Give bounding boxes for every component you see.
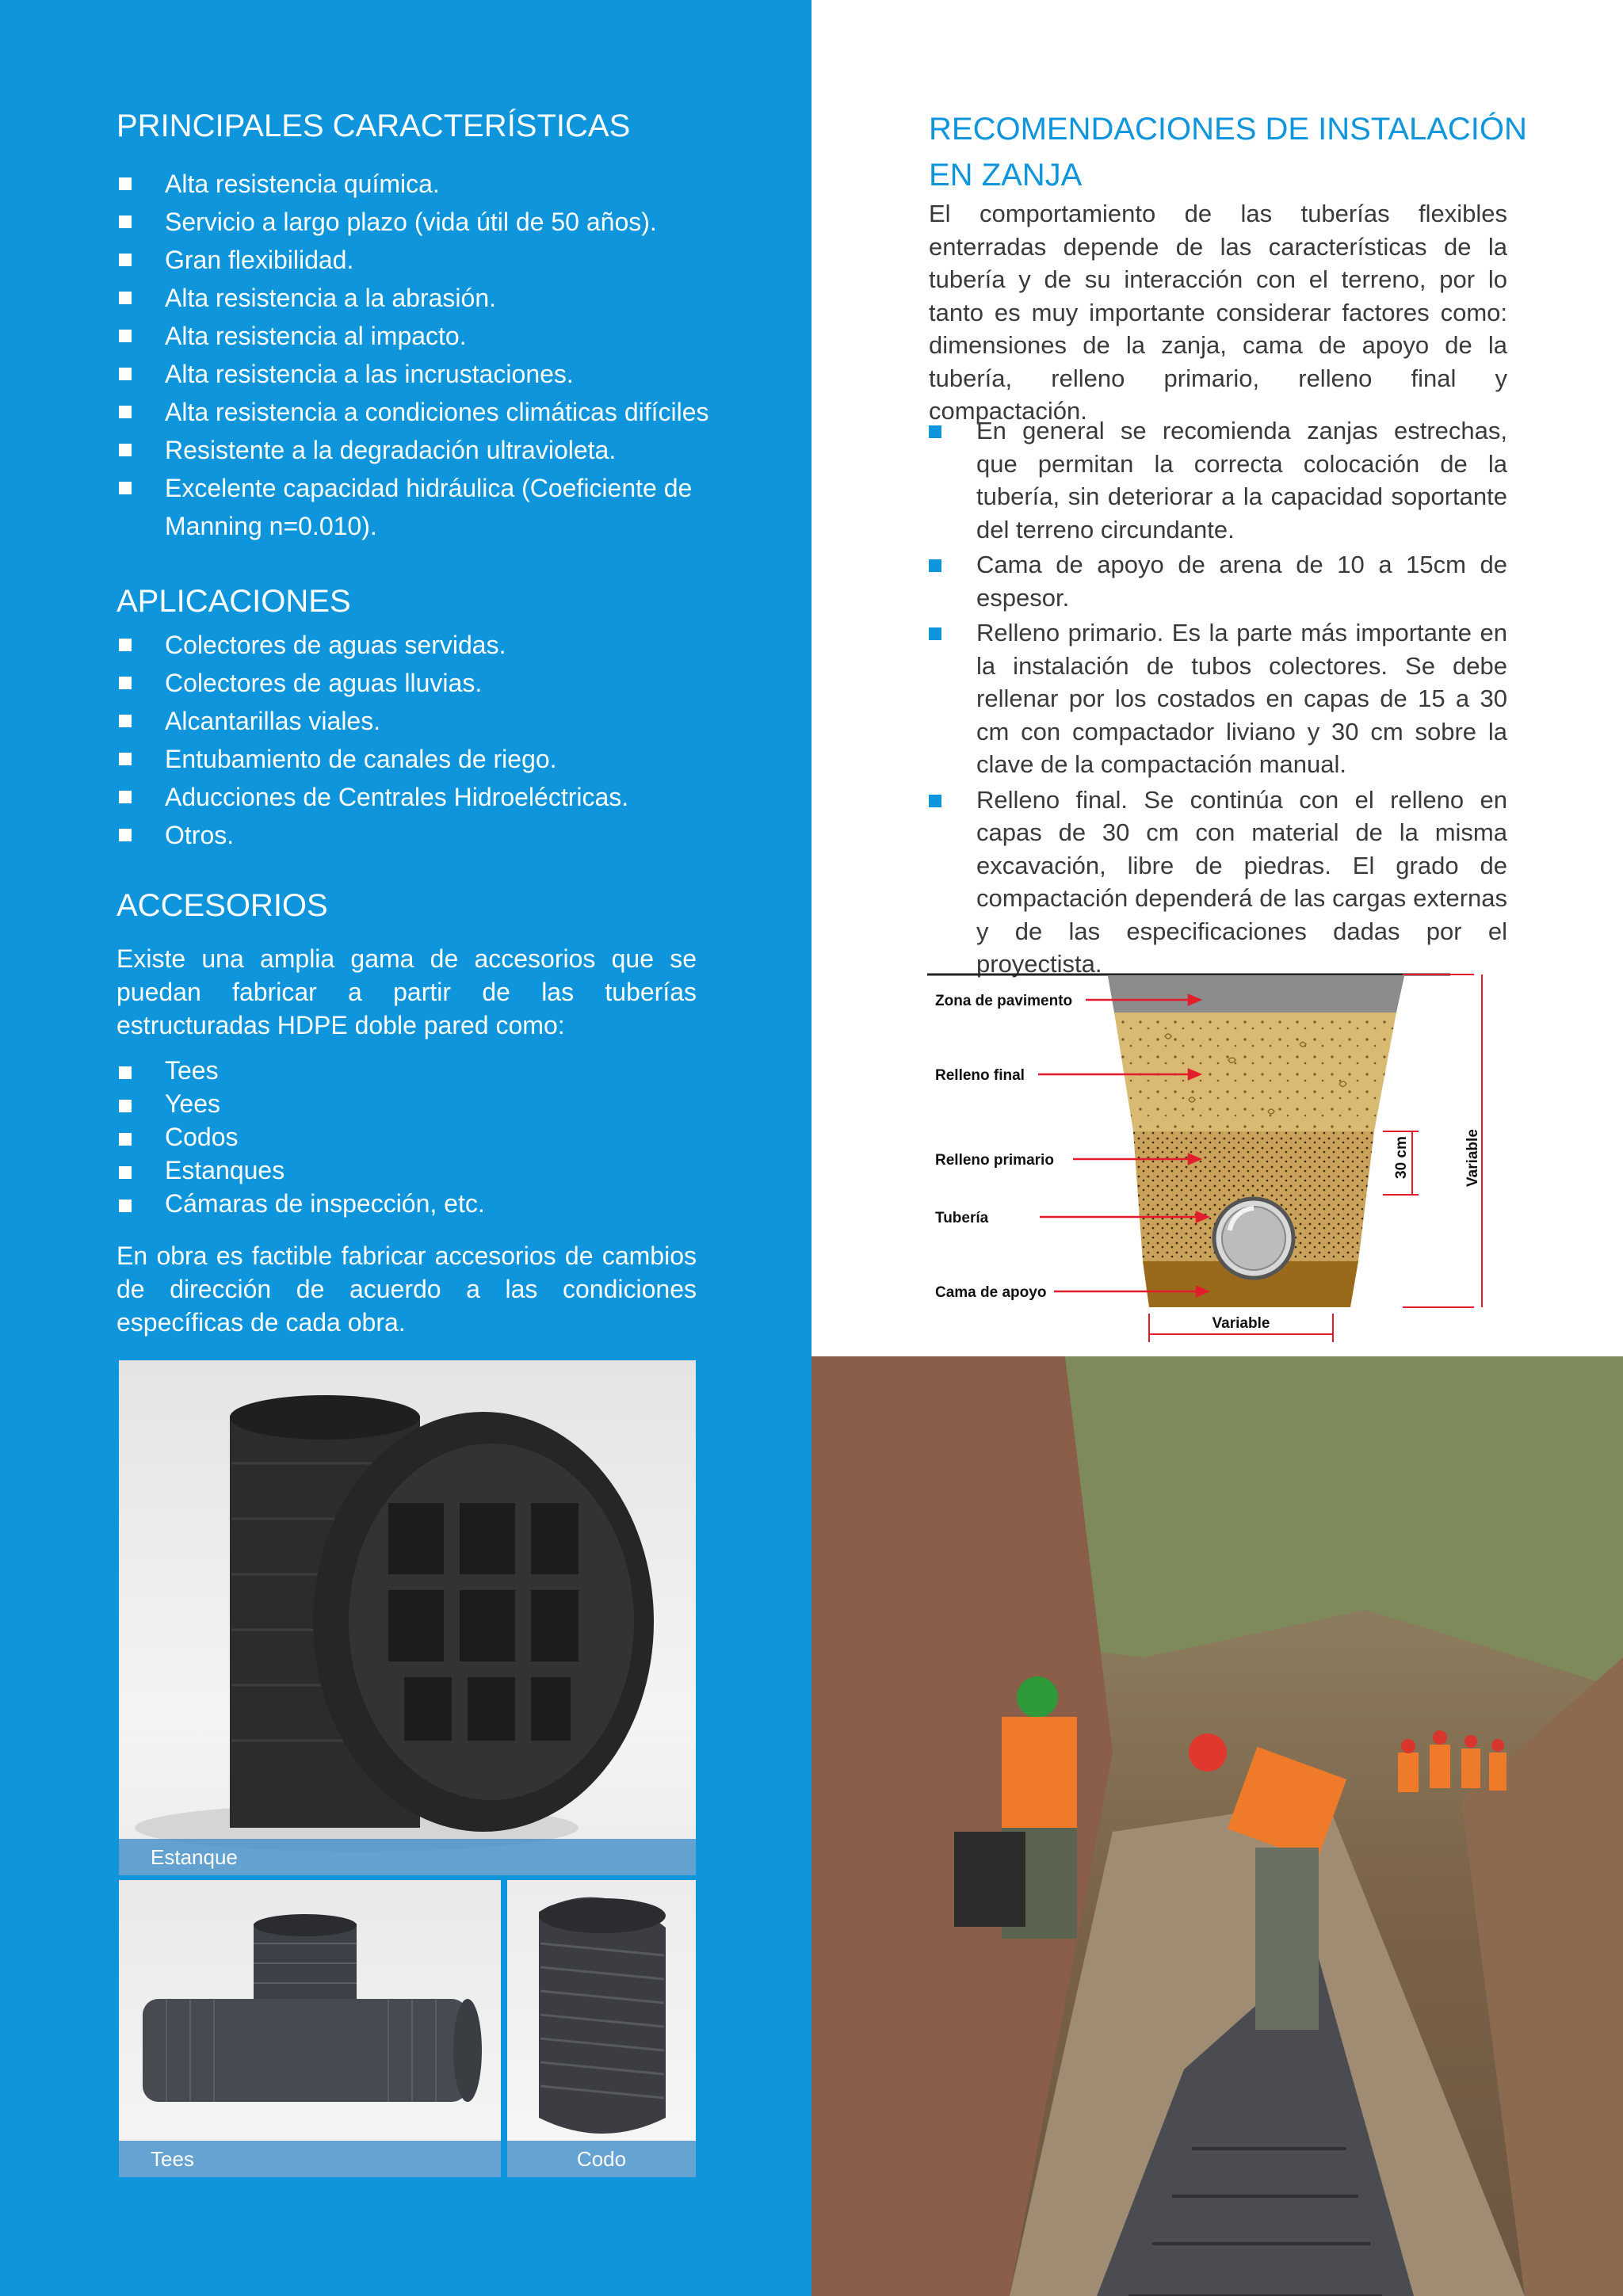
caracteristica-item-text: Servicio a largo plazo (vida útil de 50 años). <box>165 208 657 236</box>
aplicacion-item-text: Colectores de aguas servidas. <box>165 631 506 659</box>
bullet-square-icon <box>119 177 132 190</box>
label-relleno-primario: Relleno primario <box>935 1152 1054 1169</box>
tees-photo <box>119 1880 501 2177</box>
caracteristica-item <box>119 355 715 393</box>
accesorio-item-text: Yees <box>165 1089 220 1118</box>
recomendaciones-list <box>929 414 1507 983</box>
accesorio-item <box>119 1087 715 1120</box>
caracteristica-item <box>119 469 715 545</box>
caracteristicas-list <box>119 165 715 545</box>
caracteristica-item <box>119 393 715 431</box>
aplicacion-item-text: Aducciones de Centrales Hidroeléctricas. <box>165 783 629 811</box>
accesorios-list <box>119 1054 715 1220</box>
recomendaciones-title: RECOMENDACIONES DE INSTALACIÓN EN ZANJA <box>929 112 1527 193</box>
aplicacion-item <box>119 702 715 740</box>
aplicacion-item <box>119 816 715 854</box>
caracteristica-item <box>119 165 715 203</box>
trench-diagram <box>927 965 1514 1344</box>
caracteristica-item-text: Alta resistencia a la abrasión. <box>165 284 496 312</box>
recomendacion-item <box>929 616 1507 781</box>
accesorio-item-text: Tees <box>165 1056 219 1085</box>
bullet-square-icon <box>119 1066 132 1079</box>
aplicacion-item-text: Entubamiento de canales de riego. <box>165 745 557 773</box>
recomendacion-item <box>929 784 1507 981</box>
accesorios-outro: En obra es factible fabricar accesorios de cambios de dirección de acuerdo a las condiciones específicas de cada obra. <box>116 1241 697 1337</box>
section-title-aplicaciones: APLICACIONES <box>116 584 351 619</box>
codo-photo <box>507 1880 696 2177</box>
aplicacion-item-text: Otros. <box>165 821 235 849</box>
bullet-square-icon <box>119 292 132 304</box>
bullet-square-icon <box>119 444 132 456</box>
bullet-square-icon <box>119 1166 132 1179</box>
pavement-layer <box>1108 976 1404 1013</box>
final-fill-layer <box>1114 1013 1396 1131</box>
caracteristica-item-text: Alta resistencia química. <box>165 170 440 198</box>
bullet-square-icon <box>119 1133 132 1146</box>
estanque-photo <box>119 1360 696 1875</box>
codo-caption: Codo <box>507 2141 696 2177</box>
caracteristica-item <box>119 203 715 241</box>
bullet-square-icon <box>929 795 941 807</box>
bullet-square-icon <box>119 1199 132 1212</box>
bullet-square-icon <box>119 715 132 727</box>
bullet-square-icon <box>119 639 132 651</box>
section-title-accesorios: ACCESORIOS <box>116 888 328 923</box>
aplicacion-item <box>119 664 715 702</box>
aplicaciones-list <box>119 626 715 854</box>
bullet-square-icon <box>119 482 132 494</box>
accesorio-item-text: Codos <box>165 1123 239 1151</box>
accesorio-item <box>119 1154 715 1187</box>
accesorio-item-text: Estanques <box>165 1156 285 1184</box>
tees-caption: Tees <box>119 2141 501 2177</box>
section-title-caracteristicas: PRINCIPALES CARACTERÍSTICAS <box>116 109 631 143</box>
bullet-square-icon <box>119 791 132 803</box>
recomendacion-item-text: En general se recomienda zanjas estrechas, que permitan la correcta colocación de la tubería, sin deteriorar a la capacidad soportante del terreno circundante. <box>976 417 1507 543</box>
bullet-square-icon <box>119 368 132 380</box>
recomendacion-item-text: Cama de apoyo de arena de 10 a 15cm de espesor. <box>976 551 1507 612</box>
caracteristica-item-text: Gran flexibilidad. <box>165 246 354 274</box>
bullet-square-icon <box>929 425 941 438</box>
label-tuberia: Tubería <box>935 1210 989 1226</box>
bullet-square-icon <box>119 677 132 689</box>
label-30cm: 30 cm <box>1393 1136 1410 1179</box>
bullet-square-icon <box>119 330 132 342</box>
aplicacion-item <box>119 626 715 664</box>
bullet-square-icon <box>119 753 132 765</box>
label-variable-vertical: Variable <box>1465 1129 1481 1187</box>
estanque-caption: Estanque <box>119 1839 696 1875</box>
bullet-square-icon <box>119 1100 132 1112</box>
recomendacion-item <box>929 414 1507 546</box>
accesorio-item <box>119 1187 715 1220</box>
caracteristica-item <box>119 279 715 317</box>
bullet-square-icon <box>929 559 941 572</box>
caracteristica-item-text: Resistente a la degradación ultravioleta. <box>165 436 617 464</box>
aplicacion-item <box>119 778 715 816</box>
recomendacion-item <box>929 548 1507 614</box>
caracteristica-item <box>119 431 715 469</box>
accesorio-item-text: Cámaras de inspección, etc. <box>165 1189 485 1218</box>
bullet-square-icon <box>929 627 941 640</box>
label-zona-pavimento: Zona de pavimento <box>935 993 1073 1009</box>
recomendacion-item-text: Relleno final. Se continúa con el relleno en capas de 30 cm con material de la misma excavación, libre de piedras. El grado de compactación dependerá de las cargas externas y de las especificaciones dadas por el proyectista. <box>976 785 1507 978</box>
bullet-square-icon <box>119 215 132 228</box>
caracteristica-item-text: Alta resistencia a condiciones climáticas difíciles <box>165 398 709 426</box>
construction-photo <box>812 1356 1623 2296</box>
codo-illustration <box>507 1880 696 2177</box>
label-cama-apoyo: Cama de apoyo <box>935 1284 1047 1301</box>
caracteristica-item-text: Alta resistencia a las incrustaciones. <box>165 360 574 388</box>
aplicacion-item-text: Alcantarillas viales. <box>165 707 381 735</box>
accesorio-item <box>119 1054 715 1087</box>
label-relleno-final: Relleno final <box>935 1067 1025 1084</box>
recomendaciones-intro: El comportamiento de las tuberías flexibles enterradas depende de las características de la tubería y de su interacción con el terreno, por lo tanto es muy importante considerar factores como: dimensiones de la zanja, cama de apoyo de la tubería, relleno primario, relleno final y compactación. <box>929 200 1507 425</box>
aplicacion-item-text: Colectores de aguas lluvias. <box>165 669 483 697</box>
accesorios-intro: Existe una amplia gama de accesorios que se puedan fabricar a partir de las tuberías estructuradas HDPE doble pared como: <box>116 944 697 1039</box>
construction-illustration <box>812 1356 1623 2296</box>
bullet-square-icon <box>119 829 132 841</box>
caracteristica-item <box>119 241 715 279</box>
caracteristica-item-text: Excelente capacidad hidráulica (Coeficiente de Manning n=0.010). <box>165 474 693 540</box>
estanque-illustration <box>119 1360 696 1875</box>
tees-illustration <box>119 1880 501 2177</box>
accesorio-item <box>119 1120 715 1154</box>
caracteristica-item-text: Alta resistencia al impacto. <box>165 322 467 350</box>
bullet-square-icon <box>119 254 132 266</box>
label-variable-horizontal: Variable <box>1212 1315 1270 1332</box>
caracteristica-item <box>119 317 715 355</box>
recomendacion-item-text: Relleno primario. Es la parte más importante en la instalación de tubos colectores. Se debe rellenar por los costados en capas de 15 a 30 cm con compactador liviano y 30 cm sobre la clave de la compactación manual. <box>976 619 1507 778</box>
bullet-square-icon <box>119 406 132 418</box>
aplicacion-item <box>119 740 715 778</box>
